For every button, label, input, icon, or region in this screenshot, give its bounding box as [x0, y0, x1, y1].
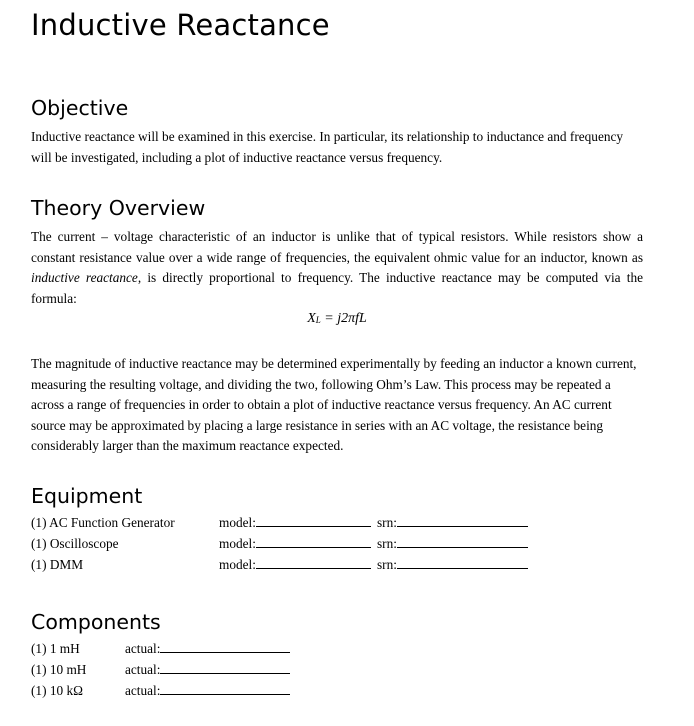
component-item-label: (1) 10 kΩ — [31, 683, 83, 698]
formula-lhs: X — [307, 311, 316, 326]
srn-blank[interactable] — [397, 513, 528, 527]
actual-field — [125, 681, 290, 701]
model-blank[interactable] — [256, 534, 371, 548]
model-blank[interactable] — [256, 555, 371, 569]
actual-field — [125, 660, 290, 680]
srn-label: srn: — [377, 557, 397, 572]
model-label: model: — [219, 536, 256, 551]
model-field — [219, 555, 371, 575]
theory-p1-emphasis: inductive reactance — [31, 270, 138, 286]
srn-field — [377, 513, 528, 533]
equipment-item-label: (1) Oscilloscope — [31, 536, 119, 551]
srn-field — [377, 534, 528, 554]
srn-blank[interactable] — [397, 555, 528, 569]
component-item-label: (1) 10 mH — [31, 662, 87, 677]
actual-field — [125, 639, 290, 659]
actual-label: actual: — [125, 683, 161, 698]
actual-blank[interactable] — [160, 660, 290, 674]
equipment-item-label: (1) AC Function Generator — [31, 515, 175, 530]
model-label: model: — [219, 557, 256, 572]
model-field — [219, 513, 371, 533]
model-blank[interactable] — [256, 513, 371, 527]
theory-paragraph-2: The magnitude of inductive reactance may be determined experimentally by feeding an inductor a known current, measuring the resulting voltage, and dividing the two, following Ohm’s Law. This process may be repeated a across a range of frequencies in order to obtain a plot of inductive reactance versus frequency. An AC current source may be approximated by placing a large resistance in series with an AC voltage, the resistance being considerably larger than the maximum reactance expected. — [31, 356, 637, 454]
objective-heading: Objective — [31, 96, 129, 120]
actual-blank[interactable] — [160, 681, 290, 695]
formula-subscript: L — [315, 315, 321, 325]
components-heading: Components — [31, 610, 161, 634]
theory-p1-before: The current – voltage characteristic of an inductor is unlike that of typical resistors. While resistors show a constant resistance value over a wide range of frequencies, the equivalent ohmic value for an inductor, known as — [31, 229, 643, 265]
srn-label: srn: — [377, 536, 397, 551]
equipment-heading: Equipment — [31, 484, 143, 508]
page-title: Inductive Reactance — [31, 8, 330, 42]
model-field — [219, 534, 371, 554]
component-item-label: (1) 1 mH — [31, 641, 80, 656]
srn-field — [377, 555, 528, 575]
srn-label: srn: — [377, 515, 397, 530]
model-label: model: — [219, 515, 256, 530]
equipment-item-label: (1) DMM — [31, 557, 84, 572]
actual-label: actual: — [125, 662, 161, 677]
objective-text: Inductive reactance will be examined in this exercise. In particular, its relationship to inductance and frequency will be investigated, including a plot of inductive reactance versus frequency. — [31, 129, 624, 165]
theory-paragraph-1 — [31, 227, 643, 309]
reactance-formula — [31, 309, 643, 330]
theory-p1-after: , is directly proportional to frequency. The inductive reactance may be computed via the formula: — [31, 270, 643, 306]
actual-label: actual: — [125, 641, 161, 656]
actual-blank[interactable] — [160, 639, 290, 653]
formula-rhs: = j2πfL — [320, 311, 367, 326]
theory-heading: Theory Overview — [31, 196, 206, 220]
srn-blank[interactable] — [397, 534, 528, 548]
